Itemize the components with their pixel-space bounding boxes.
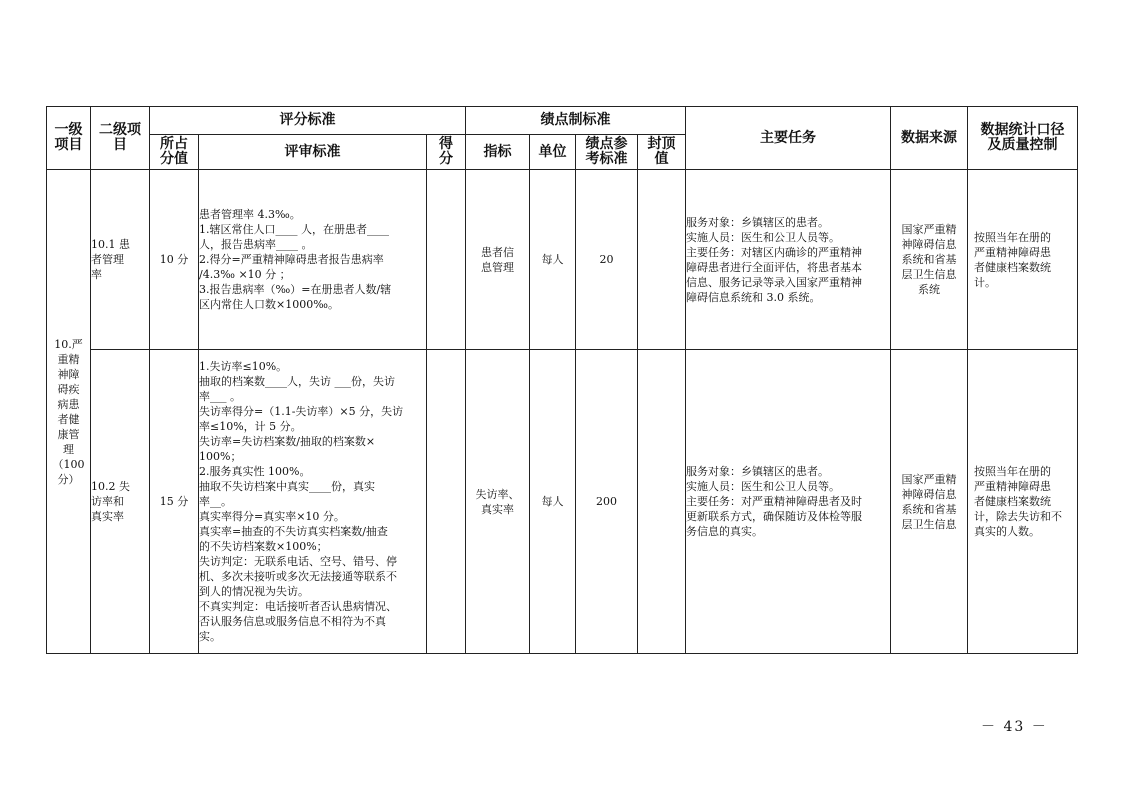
row1-unit: 每人 [530, 170, 576, 350]
header-performance-reference: 绩点参考标准 [576, 135, 638, 170]
level1-item: 10.严 重精 神障 碍疾 病患 者健 康管 理 （100 分） [47, 170, 91, 654]
header-got-score: 得分 [427, 135, 466, 170]
header-unit: 单位 [530, 135, 576, 170]
row1-level2: 10.1 患 者管理 率 [91, 170, 150, 350]
row2-level2: 10.2 失 访率和 真实率 [91, 350, 150, 654]
header-score-share: 所占分值 [150, 135, 199, 170]
row2-reference: 200 [576, 350, 638, 654]
row1-got-score [427, 170, 466, 350]
header-level2: 二级项目 [91, 107, 150, 170]
assessment-table [46, 106, 1078, 654]
row2-cap [638, 350, 686, 654]
row2-unit: 每人 [530, 350, 576, 654]
row2-task: 服务对象：乡镇辖区的患者。 实施人员：医生和公卫人员等。 主要任务：对严重精神障碍患者及时 更新联系方式，确保随访及体检等服 务信息的真实。 [686, 350, 891, 654]
row1-review: 患者管理率 4.3‰。 1.辖区常住人口____ 人，在册患者____ 人，报告患病率____ 。 2.得分=严重精神障碍患者报告患病率 /4.3‰ ×10 分 ； 3.报告患病率（‰）=在册患者人数/辖 区内常住人口数×1000‰。 [199, 170, 427, 350]
header-score-standard: 评分标准 [150, 107, 466, 135]
row2-got-score [427, 350, 466, 654]
page-number: － 43 － [981, 719, 1048, 735]
row2-source: 国家严重精 神障碍信息 系统和省基 层卫生信息 [891, 350, 968, 654]
row1-control: 按照当年在册的 严重精神障碍患 者健康档案数统 计。 [968, 170, 1078, 350]
header-level1: 一级项目 [47, 107, 91, 170]
row1-cap [638, 170, 686, 350]
row1-task: 服务对象：乡镇辖区的患者。 实施人员：医生和公卫人员等。 主要任务：对辖区内确诊的严重精神 障碍患者进行全面评估，将患者基本 信息、服务记录等录入国家严重精神 障碍信息系统和 3.0 系统。 [686, 170, 891, 350]
header-performance-standard: 绩点制标准 [466, 107, 686, 135]
header-data-source: 数据来源 [891, 107, 968, 170]
row1-score: 10 分 [150, 170, 199, 350]
header-cap: 封顶值 [638, 135, 686, 170]
row1-source: 国家严重精 神障碍信息 系统和省基 层卫生信息 系统 [891, 170, 968, 350]
header-indicator: 指标 [466, 135, 530, 170]
table-row [47, 170, 1078, 350]
row1-reference: 20 [576, 170, 638, 350]
row2-control: 按照当年在册的 严重精神障碍患 者健康档案数统 计，除去失访和不 真实的人数。 [968, 350, 1078, 654]
header-main-task: 主要任务 [686, 107, 891, 170]
header-review-standard: 评审标准 [199, 135, 427, 170]
table-row [47, 350, 1078, 654]
row2-indicator: 失访率、 真实率 [466, 350, 530, 654]
row1-indicator: 患者信 息管理 [466, 170, 530, 350]
row2-review: 1.失访率≤10%。 抽取的档案数____人，失访 ___份，失访 率___ 。 失访率得分=（1.1-失访率）×5 分，失访 率≤10%，计 5 分。 失访率=失访档案数/抽取的档案数× 100%； 2.服务真实性 100%。 抽取不失访档案中真实____份，真实 率__。 真实率得分=真实率×10 分。 真实率=抽查的不失访真实档案数/抽查 的不失访档案数×100%； 失访判定：无联系电话、空号、错号、停 机、多次未接听或多次无法接通等联系不 到人的情况视为失访。 不真实判定：电话接听者否认患病情况、 否认服务信息或服务信息不相符为不真 实。 [199, 350, 427, 654]
row2-score: 15 分 [150, 350, 199, 654]
header-stat-control: 数据统计口径及质量控制 [968, 107, 1078, 170]
